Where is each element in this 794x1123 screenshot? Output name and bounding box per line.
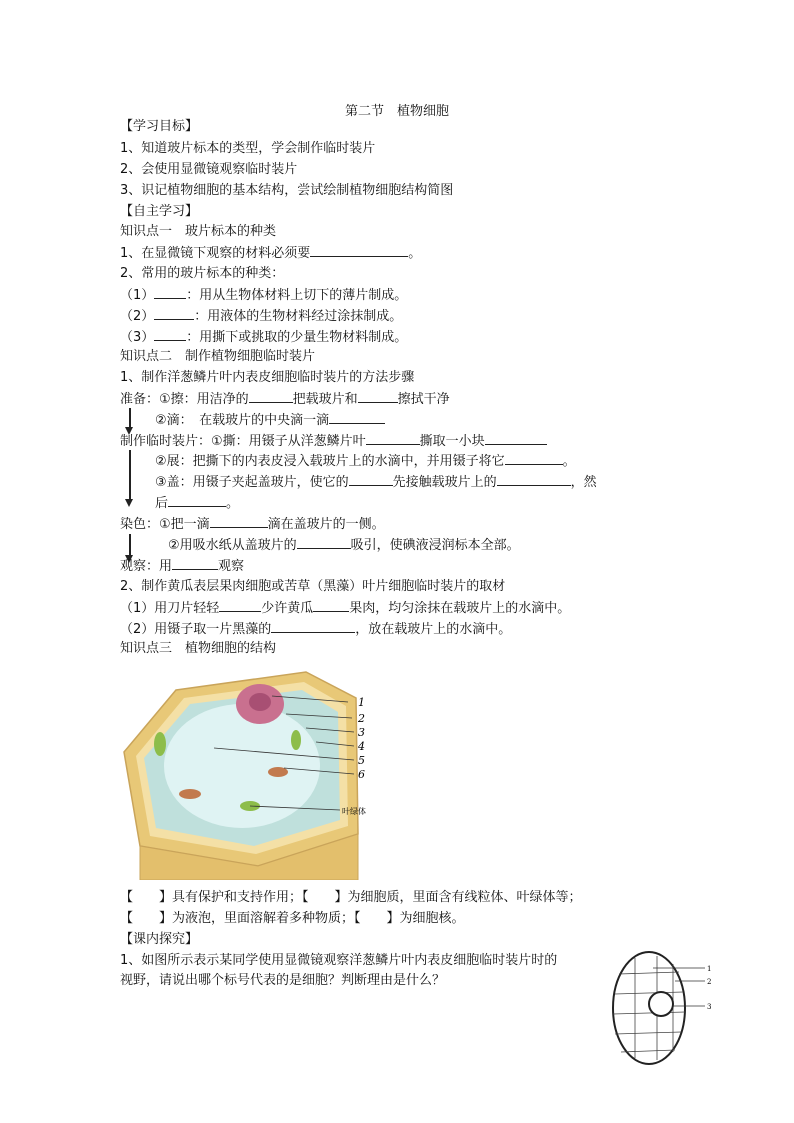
answer-blank[interactable] [219, 599, 261, 612]
kp2-step-heading: 1、制作洋葱鳞片叶内表皮细胞临时装片的方法步骤 [120, 370, 415, 385]
make-tear [120, 432, 547, 451]
stain-2-end: 吸引，使碘液浸润标本全部。 [350, 538, 520, 553]
material-1-text: （1）用刀片轻轻 [120, 601, 220, 616]
inquiry-heading: 【课内探究】 [120, 932, 199, 947]
kp1-type-2 [120, 307, 402, 326]
answer-blank[interactable] [154, 307, 194, 320]
type-2-num: （2） [120, 309, 155, 324]
stain-2-text: ②用吸水纸从盖玻片的 [168, 538, 297, 553]
answer-blank[interactable] [310, 244, 408, 257]
view-label-2: 2 [707, 978, 712, 986]
material-2-text: （2）用镊子取一片黑藻的 [120, 622, 272, 637]
make-cover [155, 473, 597, 492]
kp1-q1-text: 1、在显微镜下观察的材料必须要 [120, 246, 311, 261]
answer-blank[interactable] [366, 432, 420, 445]
type-1-num: （1） [120, 288, 155, 303]
kp2-material-heading: 2、制作黄瓜表层果肉细胞或苦草（黑藻）叶片细胞临时装片的取材 [120, 579, 506, 594]
answer-blank[interactable] [210, 515, 268, 528]
kp2-title: 知识点二 制作植物细胞临时装片 [120, 349, 316, 364]
vacuole-shape [164, 704, 320, 828]
cell-label-4: 4 [358, 740, 365, 753]
chloroplast-label: 叶绿体 [342, 807, 366, 816]
goal-item-1: 1、知道玻片标本的类型，学会制作临时装片 [120, 141, 376, 156]
make-cover-after: 后 [155, 496, 169, 511]
material-2-end: ，放在载玻片上的水滴中。 [355, 622, 512, 637]
make-cover-period: 。 [226, 496, 240, 511]
answer-blank[interactable] [168, 494, 226, 507]
answer-blank[interactable] [329, 411, 385, 424]
make-tear-text: 制作临时装片：①撕：用镊子从洋葱鳞片叶 [120, 434, 366, 449]
prep-drop [155, 411, 385, 430]
material-1-mid: 少许黄瓜 [261, 601, 314, 616]
answer-blank[interactable] [154, 286, 186, 299]
view-label-1: 1 [707, 965, 712, 973]
flow-arrow-1 [129, 408, 131, 428]
answer-blank[interactable] [271, 620, 355, 633]
chloroplast-shape [291, 730, 301, 750]
make-cover-text: ③盖：用镊子夹起盖玻片，使它的 [155, 475, 349, 490]
answer-blank[interactable] [497, 473, 571, 486]
page-title: 第二节 植物细胞 [344, 104, 449, 119]
type-3-num: （3） [120, 330, 155, 345]
cell-label-2: 2 [358, 712, 365, 725]
stain-1 [120, 515, 385, 534]
stain-1-end: 滴在盖玻片的一侧。 [267, 517, 385, 532]
fill-line-1: 【 】具有保护和支持作用；【 】为细胞质，里面含有线粒体、叶绿体等； [120, 890, 582, 905]
make-cover-mid: 先接触载玻片上的 [392, 475, 497, 490]
cell-label-6: 6 [358, 768, 365, 781]
inquiry-q-line-1: 1、如图所示表示某同学使用显微镜观察洋葱鳞片叶内表皮细胞临时装片时的 [120, 953, 558, 968]
observe-end: 观察 [218, 559, 245, 574]
mitochondrion-shape [179, 789, 201, 799]
answer-blank[interactable] [349, 473, 393, 486]
kp1-title: 知识点一 玻片标本的种类 [120, 224, 277, 239]
answer-blank[interactable] [358, 390, 398, 403]
answer-blank[interactable] [313, 599, 349, 612]
cell-label-3: 3 [358, 726, 365, 739]
flow-arrow-2 [129, 450, 131, 500]
kp1-q1-end: 。 [408, 246, 422, 261]
flow-arrow-3 [129, 534, 131, 556]
cell-label-5: 5 [358, 754, 365, 767]
make-spread-end: 。 [562, 454, 576, 469]
prep-wipe-end: 擦拭干净 [397, 392, 450, 407]
air-bubble-shape [649, 992, 673, 1016]
cell-label-1: 1 [358, 696, 365, 709]
material-1 [120, 599, 570, 618]
make-tear-mid: 撕取一小块 [419, 434, 485, 449]
goal-item-2: 2、会使用显微镜观察临时装片 [120, 162, 298, 177]
observe [120, 557, 244, 576]
fill-line-2: 【 】为液泡，里面溶解着多种物质；【 】为细胞核。 [120, 911, 465, 926]
make-cover-end: ，然 [570, 475, 597, 490]
goals-heading: 【学习目标】 [120, 119, 199, 134]
prep-wipe-mid: 把载玻片和 [292, 392, 358, 407]
prep-wipe-text: 准备：①擦：用洁净的 [120, 392, 249, 407]
self-study-heading: 【自主学习】 [120, 204, 199, 219]
make-spread-text: ②展：把撕下的内表皮浸入载玻片上的水滴中，并用镊子将它 [155, 454, 505, 469]
kp1-q2: 2、常用的玻片标本的种类： [120, 266, 285, 281]
view-label-3: 3 [707, 1003, 712, 1011]
goal-item-3: 3、识记植物细胞的基本结构，尝试绘制植物细胞结构简图 [120, 183, 454, 198]
type-3-text: ：用撕下或挑取的少量生物材料制成。 [186, 330, 408, 345]
mitochondrion-shape [268, 767, 288, 777]
answer-blank[interactable] [154, 328, 186, 341]
stain-2 [168, 536, 520, 555]
observe-text: 观察：用 [120, 559, 173, 574]
make-spread [155, 452, 576, 471]
answer-blank[interactable] [485, 432, 547, 445]
type-2-text: ：用液体的生物材料经过涂抹制成。 [194, 309, 403, 324]
microscope-view-diagram [605, 948, 725, 1068]
prep-wipe [120, 390, 450, 409]
plant-cell-diagram [120, 668, 390, 880]
material-1-end: 果肉，均匀涂抹在载玻片上的水滴中。 [349, 601, 571, 616]
answer-blank[interactable] [297, 536, 351, 549]
inquiry-q-line-2: 视野，请说出哪个标号代表的是细胞？判断理由是什么？ [120, 973, 446, 988]
answer-blank[interactable] [172, 557, 218, 570]
answer-blank[interactable] [249, 390, 293, 403]
type-1-text: ：用从生物体材料上切下的薄片制成。 [186, 288, 408, 303]
stain-1-text: 染色：①把一滴 [120, 517, 210, 532]
answer-blank[interactable] [505, 452, 563, 465]
kp1-q1 [120, 244, 421, 263]
chloroplast-shape [154, 732, 166, 756]
make-cover-2 [155, 494, 239, 513]
prep-drop-text: ②滴： 在载玻片的中央滴一滴 [155, 413, 330, 428]
kp3-title: 知识点三 植物细胞的结构 [120, 641, 277, 656]
nucleolus-shape [249, 693, 271, 711]
kp1-type-3 [120, 328, 407, 347]
material-2 [120, 620, 511, 639]
kp1-type-1 [120, 286, 407, 305]
